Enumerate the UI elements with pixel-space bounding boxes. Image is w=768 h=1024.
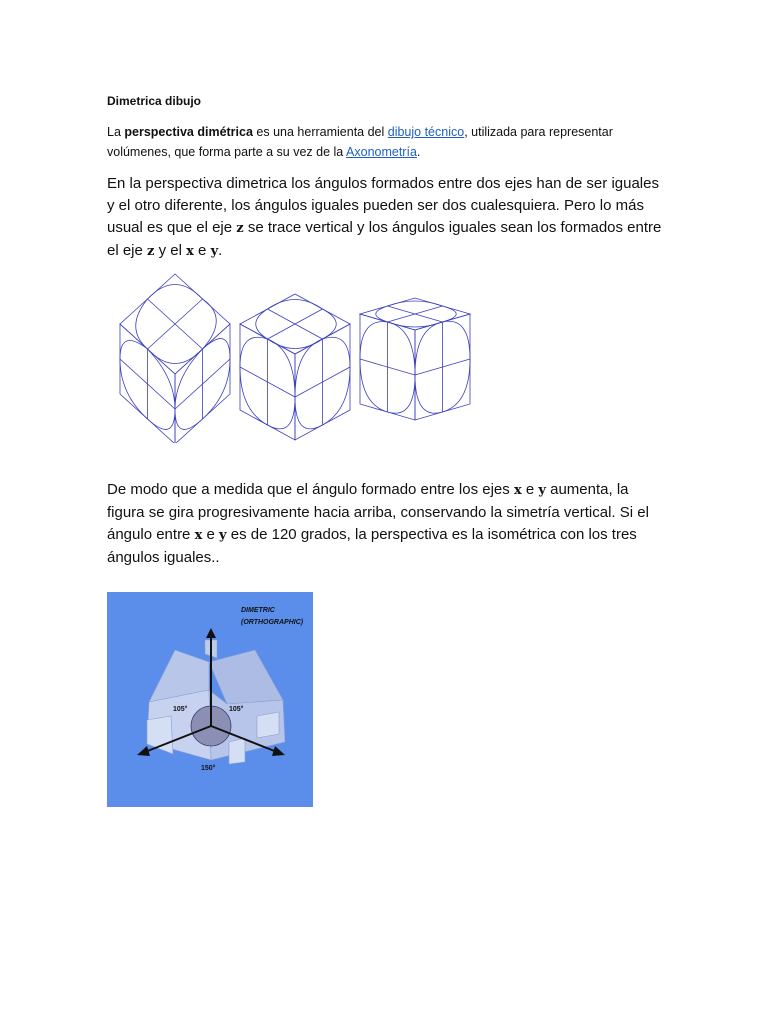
axis-y: y xyxy=(219,528,227,543)
p3-text: e xyxy=(521,481,539,498)
p2-text: En la perspectiva dimetrica los ángulos formados entre dos ejes han de ser iguales y el otro diferente, los ángulos iguales pueden ser dos cualesquiera. Pero lo más usual es que el eje xyxy=(107,175,659,236)
p1-text: . xyxy=(416,145,421,159)
p3-text: De modo que a medida que el ángulo formado entre los ejes xyxy=(107,481,514,498)
axis-x: x xyxy=(186,244,194,259)
cube-3 xyxy=(360,298,470,420)
cube-2 xyxy=(240,294,350,440)
p1-text: La xyxy=(107,125,125,139)
axis-z: z xyxy=(236,221,244,236)
p1-bold-term: perspectiva dimétrica xyxy=(124,125,253,139)
dimetric-cubes-figure xyxy=(112,268,482,443)
p2-text: se trace vertical y los ángulos iguales sean los formados entre el eje xyxy=(107,219,662,259)
cubes-drawing xyxy=(120,274,470,443)
p3-text: aumenta, la figura se gira progresivamente hacia arriba, conservando la simetría vertical. Si el ángulo entre xyxy=(107,481,649,543)
angle-label-right: 105° xyxy=(229,706,244,713)
intro-paragraph xyxy=(107,122,677,162)
figure-caption-line2: (ORTHOGRAPHIC) xyxy=(241,619,304,626)
angle-label-left: 105° xyxy=(173,706,188,713)
axis-z: z xyxy=(147,244,155,259)
p1-text: , utilizada para representar volúmenes, que forma parte a su vez de la xyxy=(107,125,613,159)
document-heading: Dimetrica dibujo xyxy=(107,94,202,108)
p2-text: y el xyxy=(154,242,187,259)
axis-y: y xyxy=(210,244,219,259)
p3-text: e xyxy=(202,526,220,543)
dimetric-house-figure xyxy=(107,592,313,807)
definition-paragraph xyxy=(107,173,667,263)
figure-caption-line1: DIMETRIC xyxy=(241,607,275,614)
axis-y: y xyxy=(538,483,546,498)
axis-x: x xyxy=(194,528,203,543)
axis-x: x xyxy=(513,483,522,498)
link-dibujo-tecnico[interactable]: dibujo técnico xyxy=(387,125,465,139)
p2-text: . xyxy=(218,242,223,259)
house-illustration xyxy=(107,592,313,807)
p1-text: es una herramienta del xyxy=(252,125,388,139)
rotation-paragraph xyxy=(107,479,667,569)
link-axonometria[interactable]: Axonometría xyxy=(346,145,417,159)
cube-1 xyxy=(120,274,230,443)
p2-text: e xyxy=(193,242,211,259)
angle-label-bottom: 150° xyxy=(201,765,216,772)
p3-text: es de 120 grados, la perspectiva es la isométrica con los tres ángulos iguales.. xyxy=(107,526,637,566)
